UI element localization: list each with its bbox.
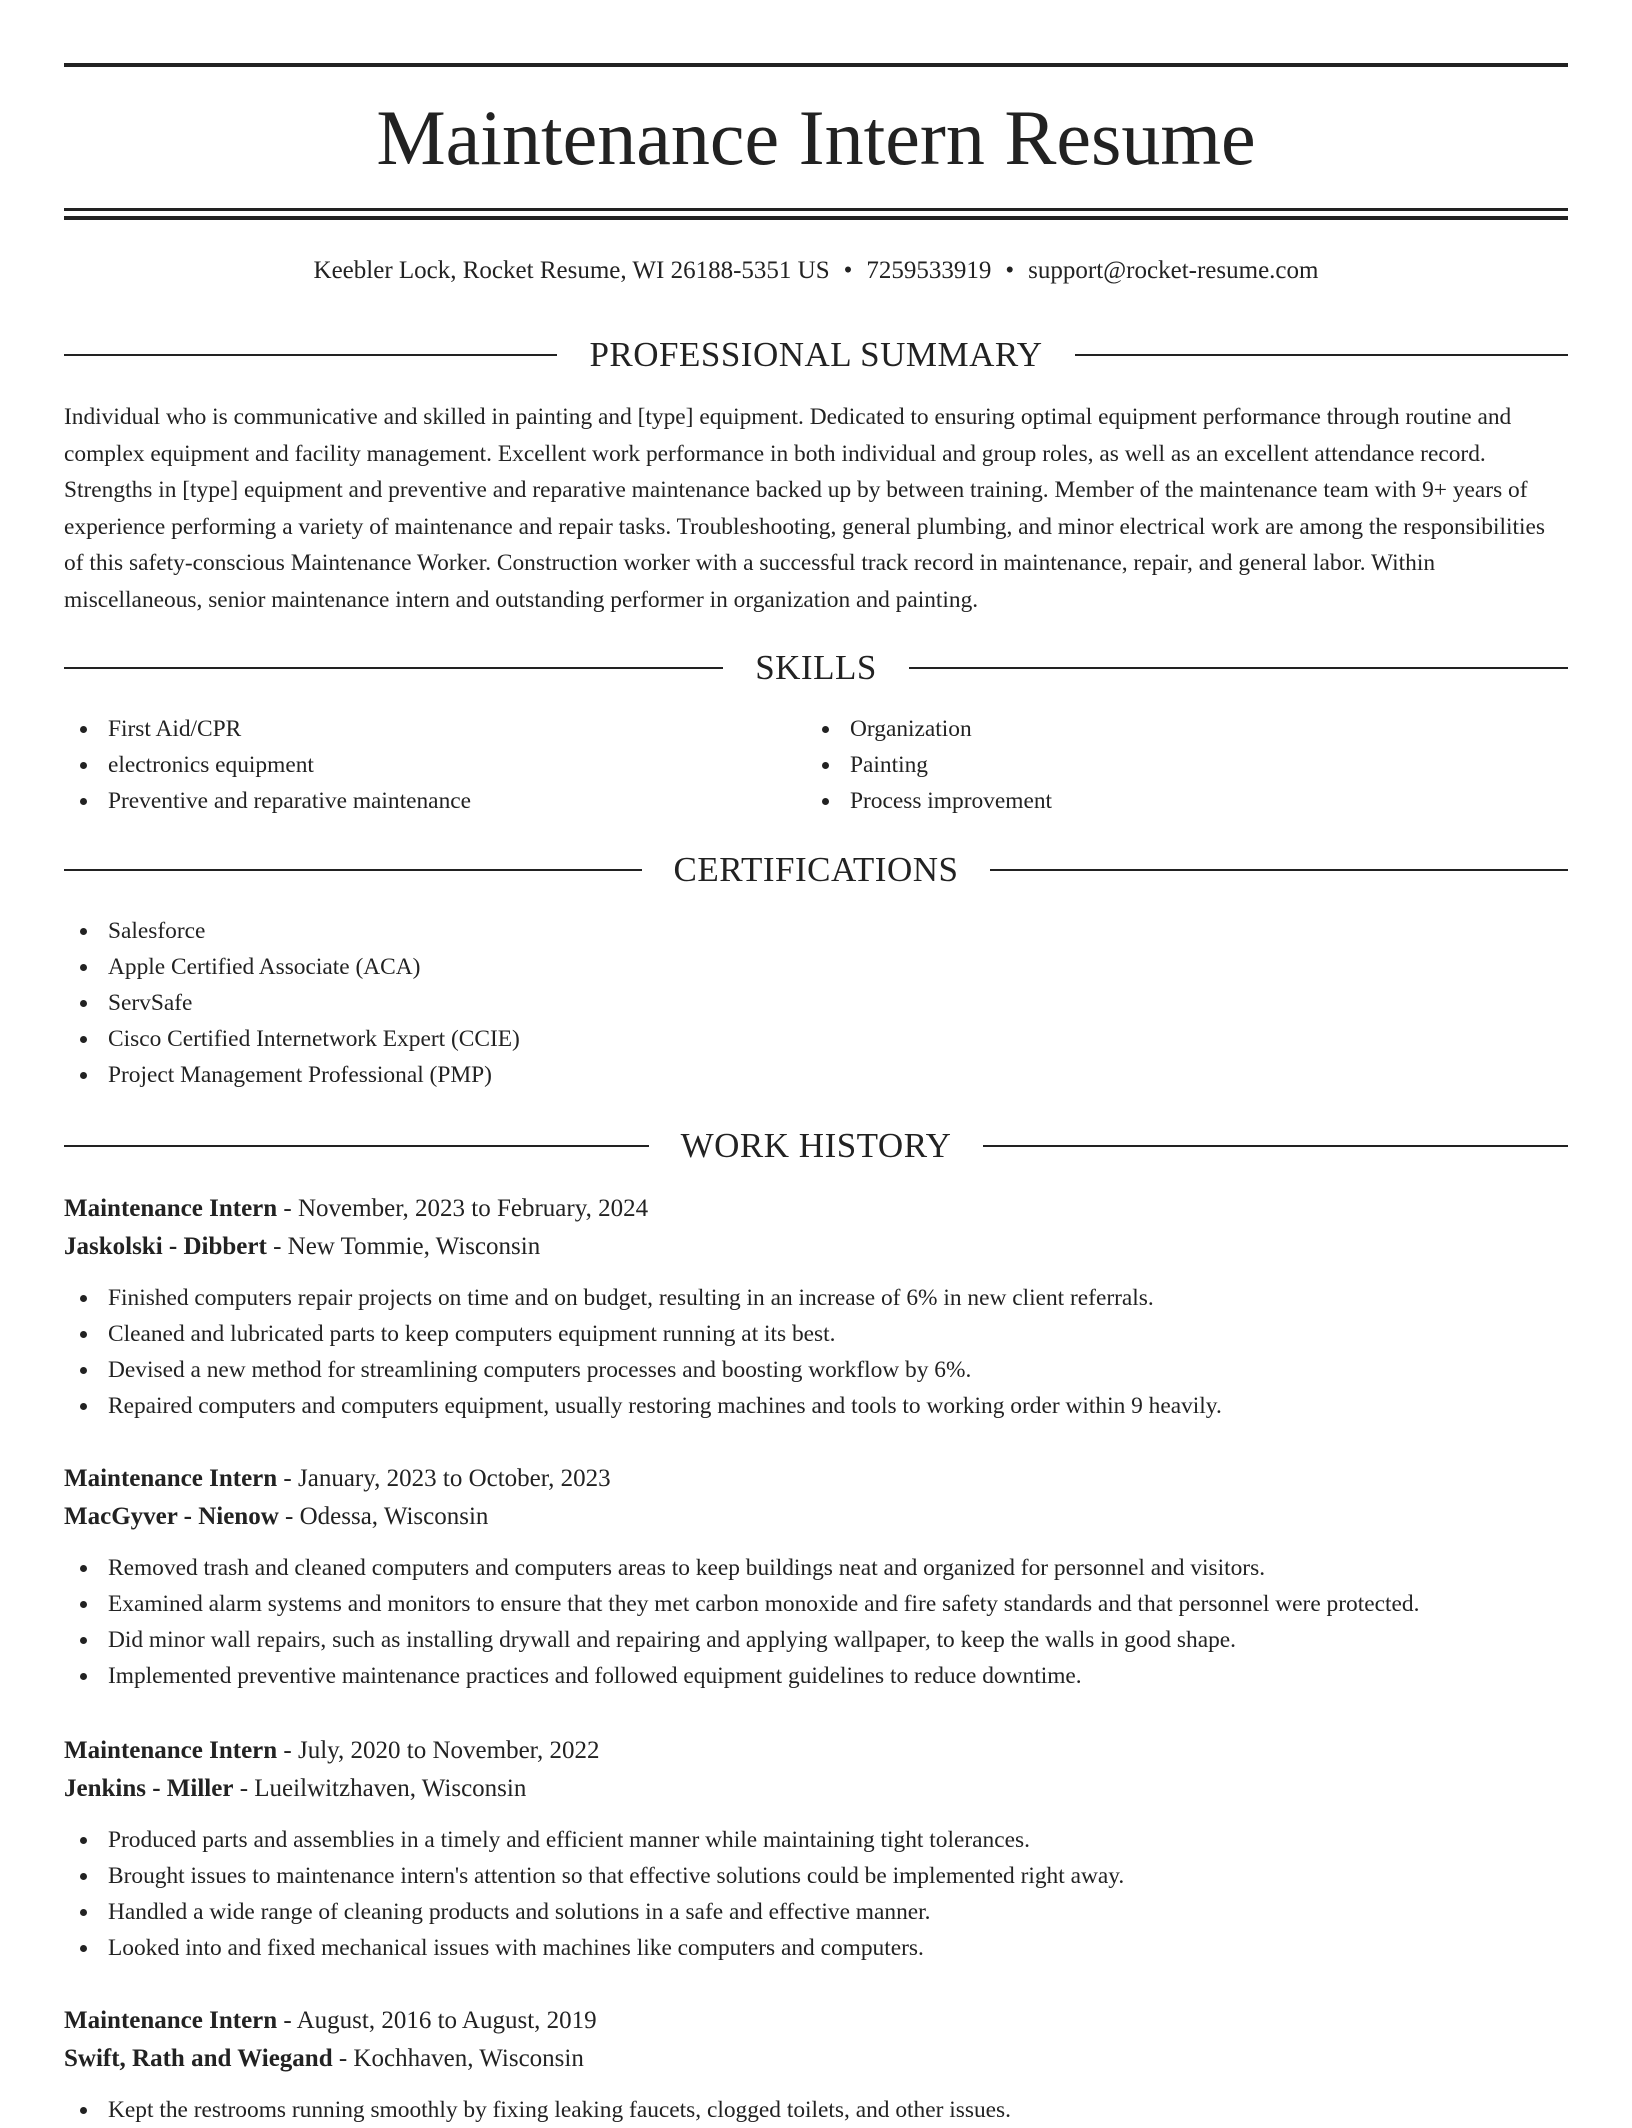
professional-summary: Individual who is communicative and skilled in painting and [type] equipment. Dedicated to ensuring optimal equipment performance through routine and complex equipment and facility management. Excellent work performance in both individual and group roles, as well as an excellent attendance record. Strengths in [type] equipment and preventive and reparative maintenance backed up by between training. Member of the maintenance team with 9+ years of experience performing a variety of maintenance and repair tasks. Troubleshooting, general plumbing, and minor electrical work are among the responsibilities of this safety-conscious Maintenance Worker. Construction worker with a successful track record in maintenance, repair, and general labor. Within miscellaneous, senior maintenance intern and outstanding performer in organization and painting. (64, 404, 1545, 613)
heading-rule (990, 869, 1568, 871)
job-company-line (64, 1770, 1568, 1808)
skills-heading (64, 646, 1568, 690)
contact-email: support@rocket-resume.com (1028, 257, 1319, 284)
title-rule-lower (64, 216, 1568, 220)
job-dates: - August, 2016 to August, 2019 (277, 2007, 597, 2034)
job-company-line (64, 2040, 1568, 2078)
job-title-line (64, 1460, 1568, 1498)
job-company: Jaskolski - Dibbert (64, 1233, 267, 1260)
skill-item: Painting (806, 747, 1052, 783)
skill-item: Organization (806, 711, 1052, 747)
contact-phone: 7259533919 (866, 257, 992, 284)
heading-rule (909, 667, 1568, 669)
certification-item: Project Management Professional (PMP) (64, 1057, 520, 1093)
job-dates: - January, 2023 to October, 2023 (277, 1465, 611, 1492)
skill-item: electronics equipment (64, 747, 471, 783)
job-location: - Kochhaven, Wisconsin (332, 2045, 584, 2072)
contact-separator: • (843, 257, 853, 284)
certifications-list (64, 913, 520, 1093)
job-bullet: Examined alarm systems and monitors to ensure that they met carbon monoxide and fire safety standards and that personnel were protected. (64, 1586, 1568, 1622)
job-entry (64, 1732, 1568, 1966)
job-bullet: Kept the restrooms running smoothly by fixing leaking faucets, clogged toilets, and other issues. (64, 2092, 1568, 2128)
job-bullet: Handled a wide range of cleaning products and solutions in a safe and effective manner. (64, 1894, 1568, 1930)
job-dates: - November, 2023 to February, 2024 (277, 1195, 649, 1222)
certification-item: Cisco Certified Internetwork Expert (CCIE) (64, 1021, 520, 1057)
job-title: Maintenance Intern (64, 1737, 278, 1764)
heading-rule (64, 1145, 649, 1147)
section-title: CERTIFICATIONS (673, 850, 959, 889)
job-bullet: Finished computers repair projects on time and on budget, resulting in an increase of 6% in new client referrals. (64, 1280, 1568, 1316)
skills-list-right (806, 711, 1052, 819)
contact-line (64, 254, 1568, 288)
job-title: Maintenance Intern (64, 1465, 278, 1492)
certification-item: Apple Certified Associate (ACA) (64, 949, 520, 985)
certification-item: Salesforce (64, 913, 520, 949)
skill-item: First Aid/CPR (64, 711, 471, 747)
resume-title: Maintenance Intern Resume (376, 94, 1256, 181)
section-title: PROFESSIONAL SUMMARY (589, 335, 1043, 374)
job-bullet: Did minor wall repairs, such as installing drywall and repairing and applying wallpaper, to keep the walls in good shape. (64, 1622, 1568, 1658)
job-bullets (64, 2092, 1568, 2128)
title-rule-upper (64, 208, 1568, 211)
skill-item: Preventive and reparative maintenance (64, 783, 471, 819)
skills-list-left (64, 711, 471, 819)
job-location: - Lueilwitzhaven, Wisconsin (233, 1775, 527, 1802)
job-bullet: Looked into and fixed mechanical issues with machines like computers and computers. (64, 1930, 1568, 1966)
job-bullets (64, 1822, 1568, 1966)
heading-rule (1075, 354, 1568, 356)
job-entry (64, 2002, 1568, 2128)
job-company-line (64, 1228, 1568, 1266)
job-bullet: Repaired computers and computers equipment, usually restoring machines and tools to working order within 9 heavily. (64, 1388, 1568, 1424)
job-bullets (64, 1550, 1568, 1694)
job-entry (64, 1460, 1568, 1694)
job-bullet: Produced parts and assemblies in a timely and efficient manner while maintaining tight tolerances. (64, 1822, 1568, 1858)
contact-separator: • (1005, 257, 1015, 284)
certification-item: ServSafe (64, 985, 520, 1021)
section-title: SKILLS (755, 648, 877, 687)
skill-item: Process improvement (806, 783, 1052, 819)
job-company: MacGyver - Nienow (64, 1503, 279, 1530)
heading-rule (64, 869, 642, 871)
summary-heading (64, 333, 1568, 377)
job-title-line (64, 2002, 1568, 2040)
job-company-line (64, 1498, 1568, 1536)
job-bullet: Implemented preventive maintenance practices and followed equipment guidelines to reduce downtime. (64, 1658, 1568, 1694)
heading-rule (64, 354, 557, 356)
job-title: Maintenance Intern (64, 2007, 278, 2034)
job-bullet: Brought issues to maintenance intern's attention so that effective solutions could be implemented right away. (64, 1858, 1568, 1894)
job-dates: - July, 2020 to November, 2022 (277, 1737, 600, 1764)
job-location: - Odessa, Wisconsin (278, 1503, 489, 1530)
job-bullet: Cleaned and lubricated parts to keep computers equipment running at its best. (64, 1316, 1568, 1352)
job-company: Swift, Rath and Wiegand (64, 2045, 333, 2072)
job-bullet: Removed trash and cleaned computers and computers areas to keep buildings neat and organized for personnel and visitors. (64, 1550, 1568, 1586)
contact-address: Keebler Lock, Rocket Resume, WI 26188-5351 US (313, 257, 830, 284)
job-title-line (64, 1732, 1568, 1770)
heading-rule (64, 667, 723, 669)
top-rule (64, 63, 1568, 67)
job-title-line (64, 1190, 1568, 1228)
job-bullets (64, 1280, 1568, 1424)
section-title: WORK HISTORY (680, 1126, 952, 1165)
job-location: - New Tommie, Wisconsin (266, 1233, 541, 1260)
job-company: Jenkins - Miller (64, 1775, 234, 1802)
job-title: Maintenance Intern (64, 1195, 278, 1222)
certifications-heading (64, 848, 1568, 892)
job-entry (64, 1190, 1568, 1424)
work-history-heading (64, 1124, 1568, 1168)
job-bullet: Devised a new method for streamlining computers processes and boosting workflow by 6%. (64, 1352, 1568, 1388)
heading-rule (983, 1145, 1568, 1147)
